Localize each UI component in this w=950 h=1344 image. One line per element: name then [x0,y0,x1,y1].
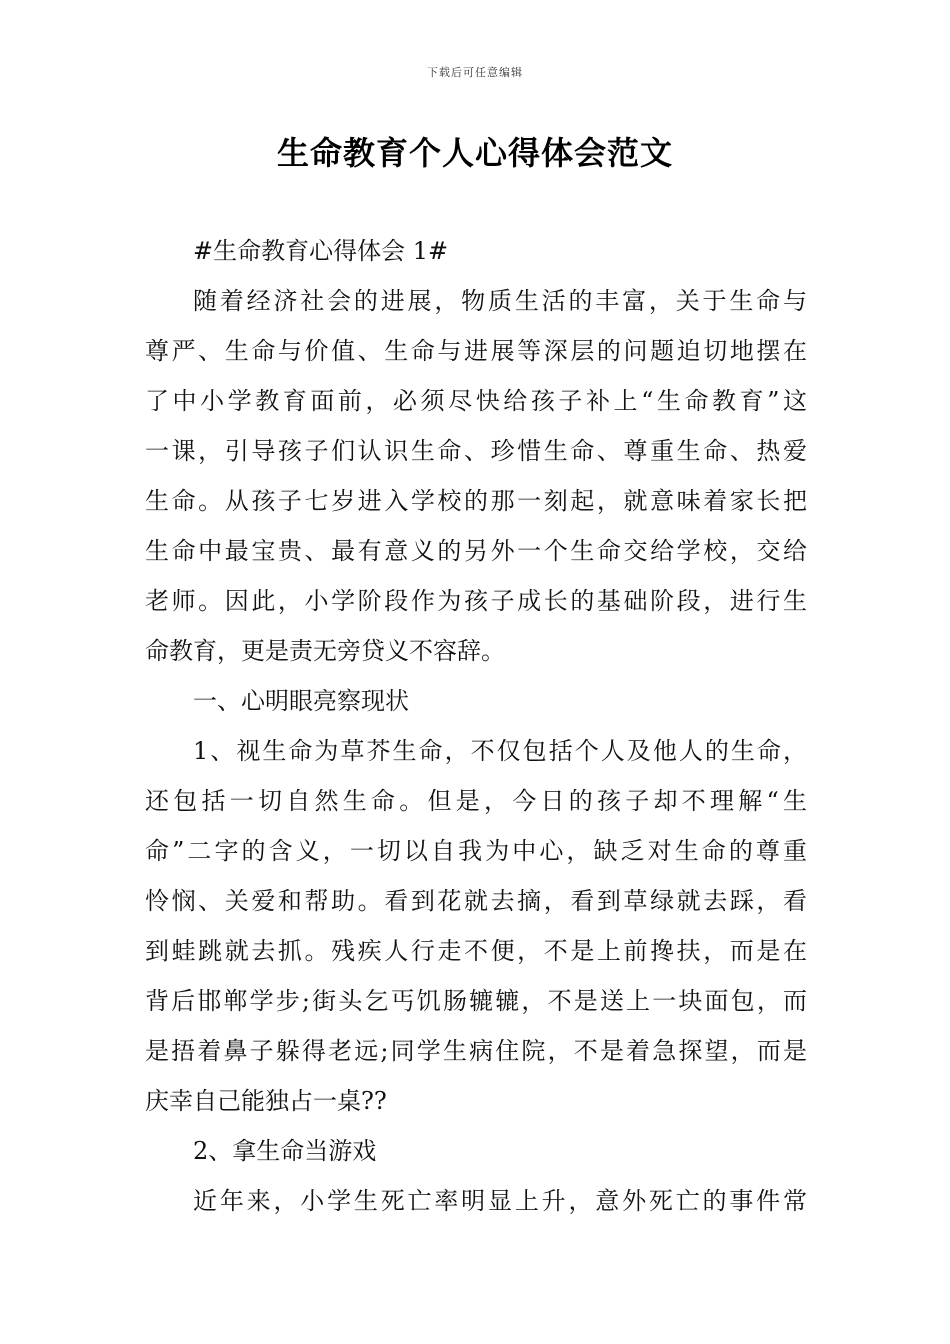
text-line: 2、拿生命当游戏 [193,1137,377,1165]
text-line: 老师。因此，小学阶段作为孩子成长的基础阶段，进行生 [145,587,807,615]
text-line: 怜悯、关爱和帮助。看到花就去摘，看到草绿就去踩，看 [145,887,807,915]
header-note: 下载后可任意编辑 [427,66,523,79]
text-line: 生命。从孩子七岁进入学校的那一刻起，就意味着家长把 [145,487,807,515]
text-line: 随着经济社会的进展，物质生活的丰富，关于生命与 [193,287,807,315]
text-line: 一、心明眼亮察现状 [193,687,409,715]
text-line: 背后邯郸学步;街头乞丐饥肠辘辘，不是送上一块面包，而 [145,987,807,1015]
text-line: 庆幸自己能独占一桌?? [145,1087,387,1115]
text-line: 一课，引导孩子们认识生命、珍惜生命、尊重生命、热爱 [145,437,807,465]
document-title: 生命教育个人心得体会范文 [276,134,673,172]
text-line: 还包括一切自然生命。但是，今日的孩子却不理解“生 [145,787,807,815]
body-text [145,226,807,1226]
text-line: 到蛙跳就去抓。残疾人行走不便，不是上前搀扶，而是在 [145,937,807,965]
text-line: 1、视生命为草芥生命，不仅包括个人及他人的生命， [193,737,807,765]
text-line: 尊严、生命与价值、生命与进展等深层的问题迫切地摆在 [145,337,807,365]
text-line: 了中小学教育面前，必须尽快给孩子补上“生命教育”这 [145,387,807,415]
text-line: 命”二字的含义，一切以自我为中心，缺乏对生命的尊重 [145,837,807,865]
text-line: 生命中最宝贵、最有意义的另外一个生命交给学校，交给 [145,537,807,565]
text-line: 是捂着鼻子躲得老远;同学生病住院，不是着急探望，而是 [145,1037,807,1065]
text-line: 命教育，更是责无旁贷义不容辞。 [145,637,505,665]
text-line: #生命教育心得体会 1# [193,237,449,265]
text-line: 近年来，小学生死亡率明显上升，意外死亡的事件常 [193,1187,807,1215]
